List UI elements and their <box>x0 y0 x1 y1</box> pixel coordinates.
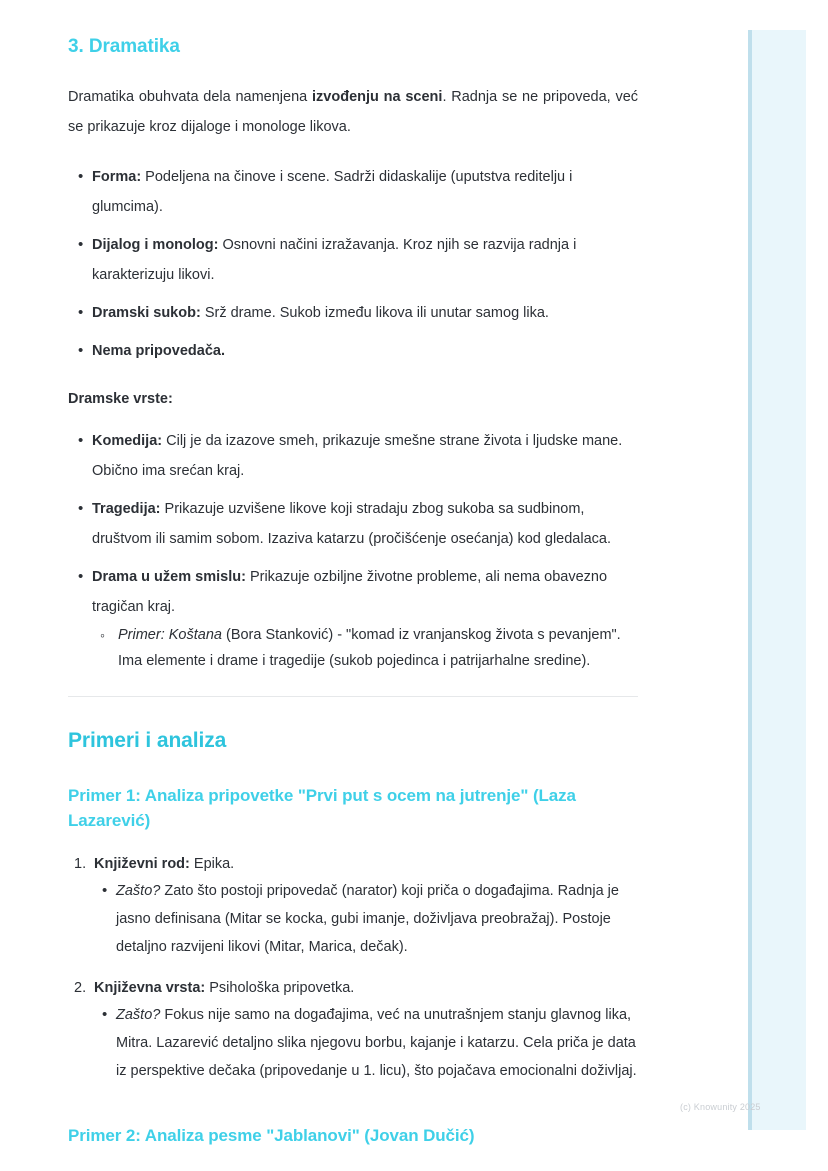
example-2-heading: Primer 2: Analiza pesme "Jablanovi" (Jovan Dučić) <box>68 1126 475 1145</box>
list-item <box>68 230 638 290</box>
drama-kinds-list <box>68 426 638 674</box>
kind-text: Cilj je da izazove smeh, prikazuje smešne strane života i ljudske mane. Obično ima srećan kraj. <box>92 433 623 479</box>
example-1-analysis-list <box>68 851 638 1085</box>
feature-text: Osnovni načini izražavanja. Kroz njih se razvija radnja i karakterizuju likovi. <box>92 237 577 283</box>
list-item <box>68 562 638 674</box>
drama-kinds-label: Dramske vrste: <box>68 391 173 407</box>
list-item <box>68 975 638 1085</box>
analysis-reason-list <box>94 877 638 961</box>
kostana-example-list <box>92 622 638 674</box>
feature-term: Nema pripovedača. <box>92 343 225 359</box>
reason-text: Fokus nije samo na događajima, već na unutrašnjem stanju glavnog lika, Mitra. Lazarević detaljno slika njegovu borbu, kajanje i katarzu. Cela priča je data iz perspektive dečaka (pripovedanje u 1. licu), što pojačava emocionalni doživljaj. <box>116 1007 637 1079</box>
feature-text: Podeljena na činove i scene. Sadrži didaskalije (uputstva reditelju i glumcima). <box>92 169 573 215</box>
examples-section-heading: Primeri i analiza <box>68 729 227 752</box>
reason-text: Zato što postoji pripovedač (narator) koji priča o događajima. Radnja je jasno definisana (Mitar se kocka, gubi imanje, doživljava preobražaj). Postoje detaljno razvijeni likovi (Mitar, Marica, dečak). <box>116 883 619 955</box>
list-item <box>68 336 638 366</box>
analysis-term: Književni rod: <box>94 856 190 872</box>
reason-question-label: Zašto? <box>116 1007 161 1023</box>
section-heading-dramatika: 3. Dramatika <box>68 36 180 57</box>
kind-term: Komedija: <box>92 433 163 449</box>
feature-term: Dijalog i monolog: <box>92 237 219 253</box>
feature-term: Forma: <box>92 169 142 185</box>
analysis-reason-list <box>94 1001 638 1085</box>
drama-features-list <box>68 162 638 366</box>
right-edge-band-line <box>748 30 752 1130</box>
kind-term: Tragedija: <box>92 501 161 517</box>
analysis-text: Epika. <box>189 856 235 872</box>
reason-question-label: Zašto? <box>116 883 161 899</box>
right-edge-band <box>748 30 806 1130</box>
list-item <box>68 298 638 328</box>
intro-text-part2: . Radnja se ne pripoveda, već se prikazuje kroz dijaloge i monologe likova. <box>68 89 639 135</box>
list-item <box>68 162 638 222</box>
section-divider <box>68 696 638 697</box>
list-item <box>94 877 638 961</box>
list-item <box>92 622 638 674</box>
analysis-text: Psihološka pripovetka. <box>205 980 355 996</box>
feature-term: Dramski sukob: <box>92 305 201 321</box>
copyright-watermark: (c) Knowunity 2025 <box>680 1102 761 1112</box>
kostana-italic-label: Primer: Koštana <box>118 627 222 643</box>
kostana-text: (Bora Stanković) - "komad iz vranjanskog života s pevanjem". Ima elemente i drame i tragedije (sukob pojedinca i patrijarhalne sredine). <box>118 627 621 669</box>
list-item <box>68 426 638 486</box>
example-1-heading: Primer 1: Analiza pripovetke "Prvi put s ocem na jutrenje" (Laza Lazarević) <box>68 786 576 830</box>
document-content <box>68 34 638 1166</box>
list-item <box>68 851 638 961</box>
kind-text: Prikazuje ozbiljne životne probleme, ali nema obavezno tragičan kraj. <box>92 569 608 615</box>
intro-text-part1: Dramatika obuhvata dela namenjena <box>68 89 313 105</box>
kind-text: Prikazuje uzvišene likove koji stradaju zbog sukoba sa sudbinom, društvom ili samim sobom. Izaziva katarzu (pročišćenje osećanja) kod gledalaca. <box>92 501 611 547</box>
analysis-term: Književna vrsta: <box>94 980 206 996</box>
list-item <box>68 494 638 554</box>
feature-text: Srž drame. Sukob između likova ili unutar samog lika. <box>200 305 549 321</box>
intro-paragraph <box>68 82 638 142</box>
intro-bold-phrase: izvođenju na sceni <box>312 89 443 105</box>
kind-term: Drama u užem smislu: <box>92 569 246 585</box>
list-item <box>94 1001 638 1085</box>
